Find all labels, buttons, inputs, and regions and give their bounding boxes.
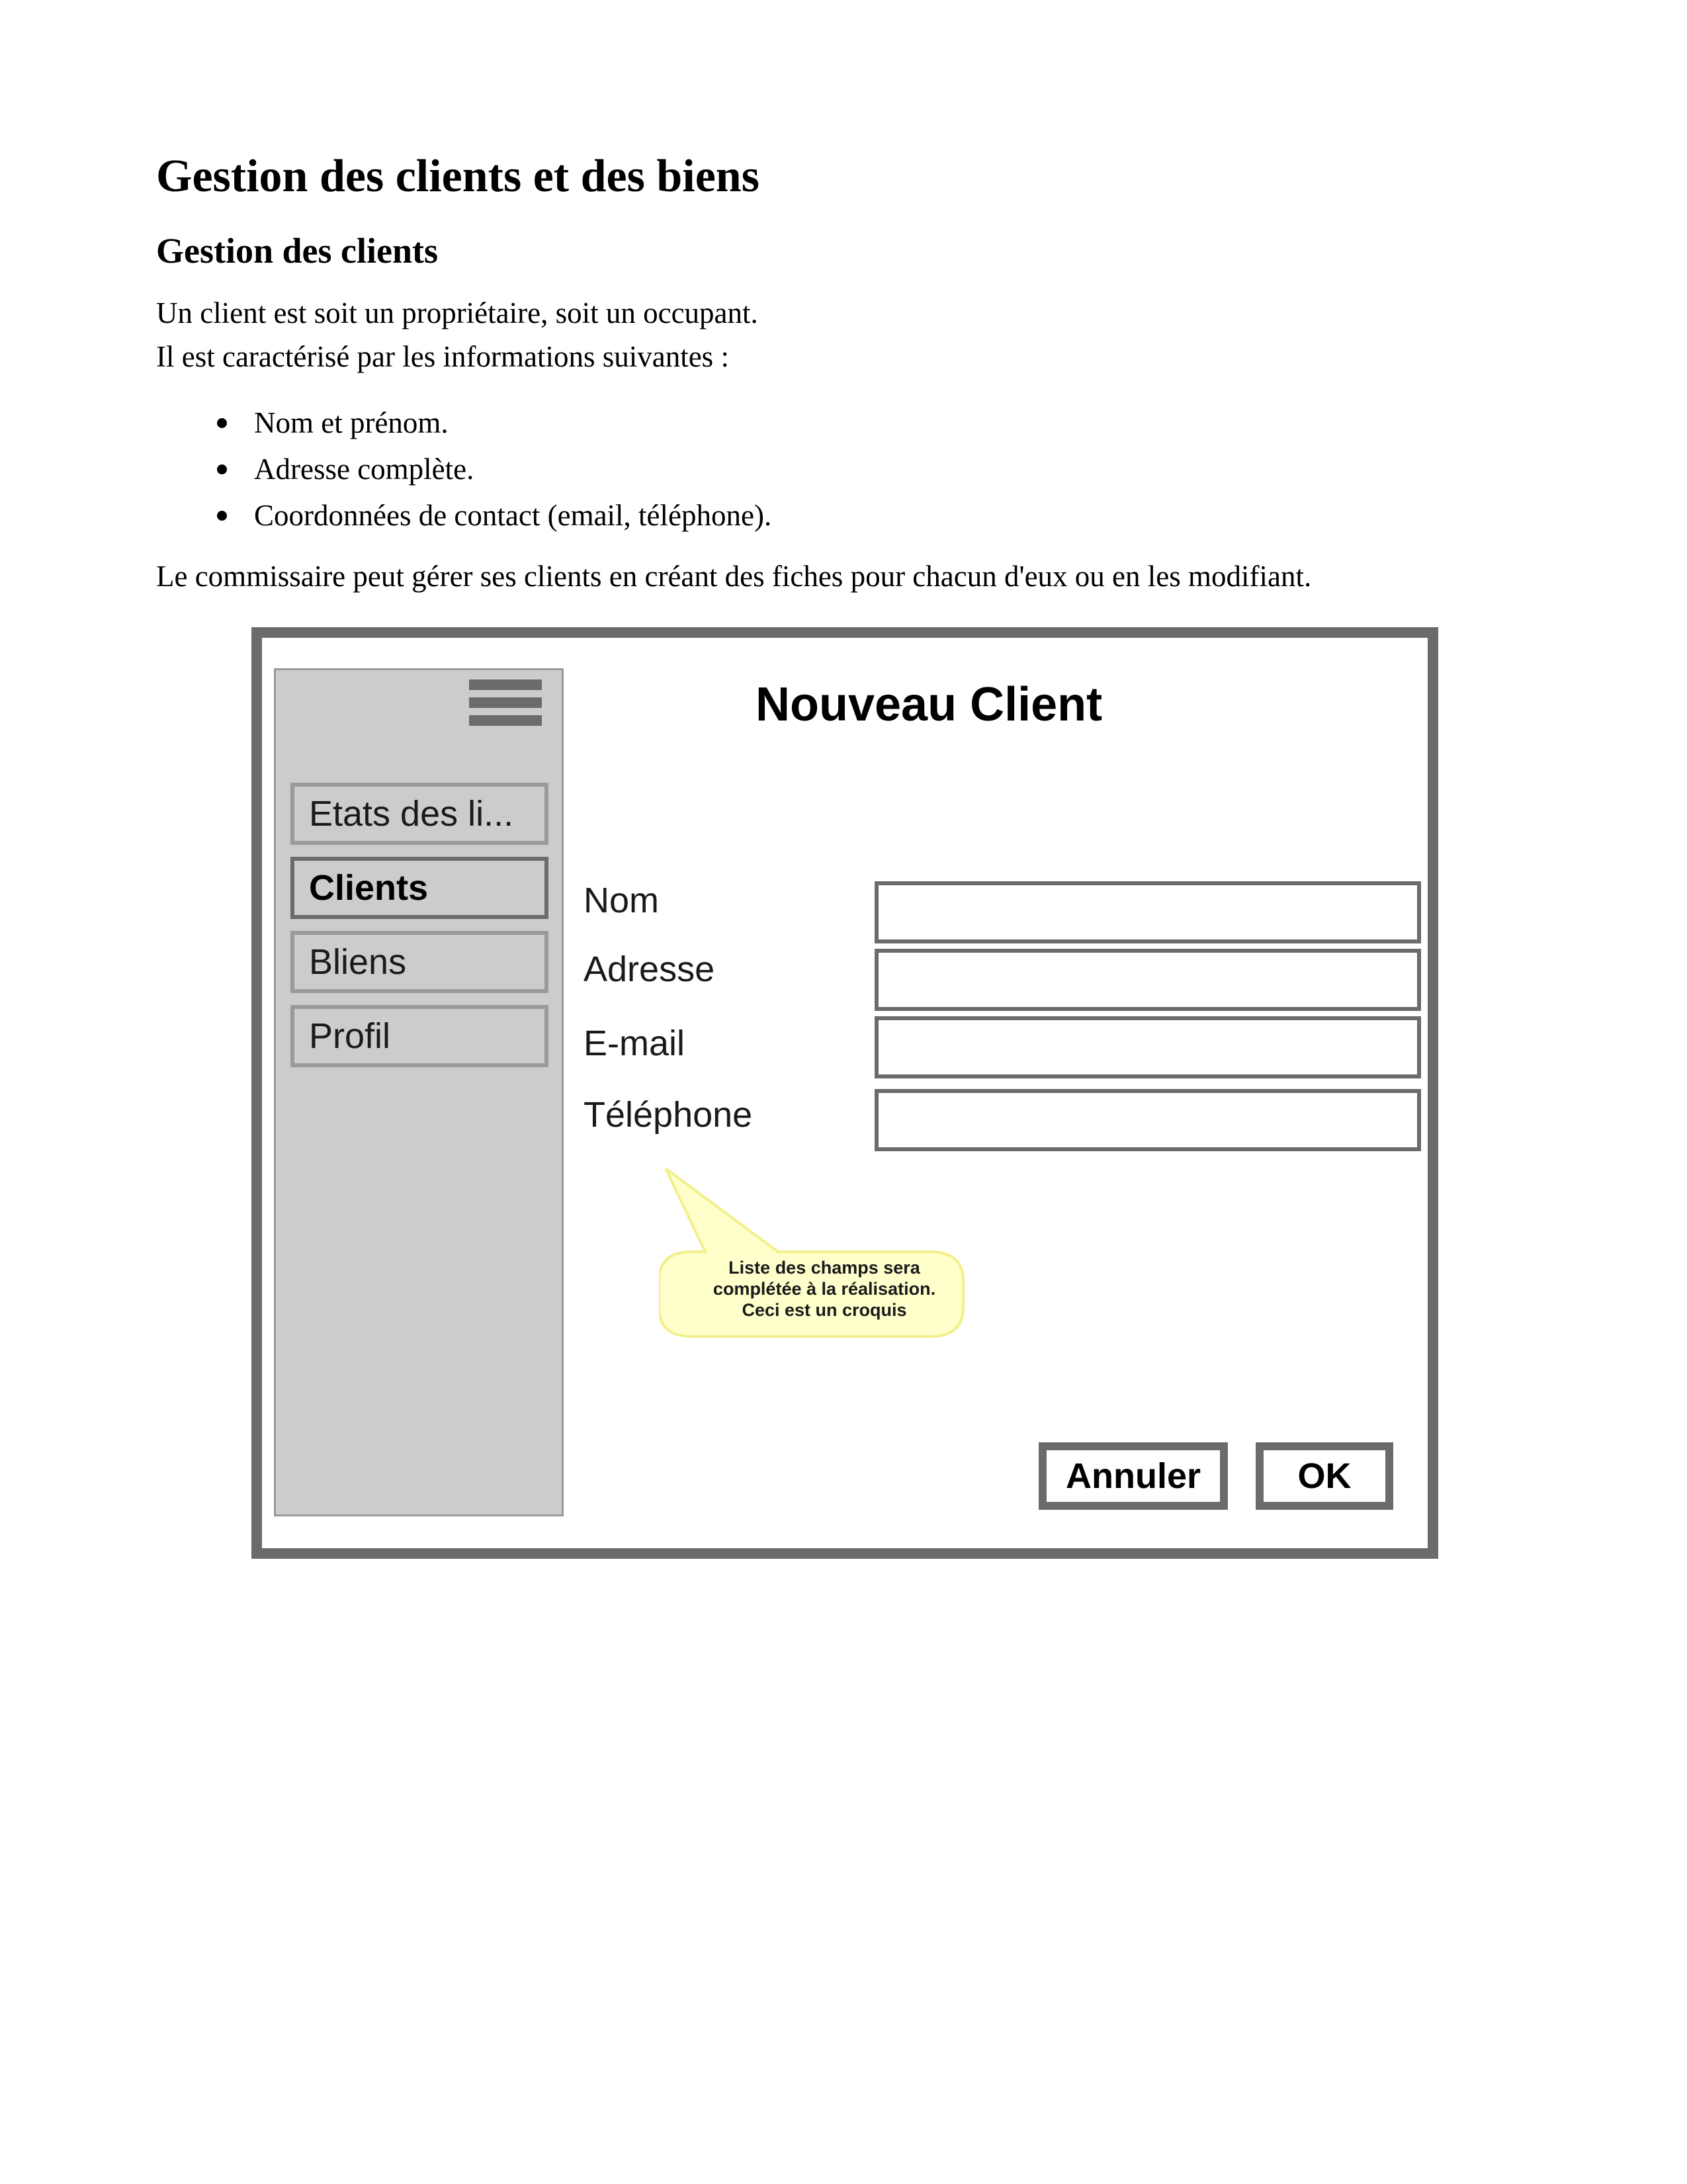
adresse-label: Adresse xyxy=(584,949,715,989)
form-title: Nouveau Client xyxy=(756,678,1103,731)
list-item: Adresse complète. xyxy=(156,446,771,492)
closing-paragraph: Le commissaire peut gérer ses clients en créant des fiches pour chacun d'eux ou en les modifiant. xyxy=(156,560,1312,593)
menu-bar xyxy=(469,679,542,690)
ok-button[interactable]: OK xyxy=(1256,1442,1393,1510)
adresse-input[interactable] xyxy=(875,949,1421,1011)
sidebar-item-biens[interactable]: Bliens xyxy=(290,931,548,993)
new-client-mockup xyxy=(251,627,1438,1559)
telephone-label: Téléphone xyxy=(584,1095,753,1135)
telephone-input[interactable] xyxy=(875,1089,1421,1151)
intro-line-1: Un client est soit un propriétaire, soit un occupant. xyxy=(156,296,758,329)
intro-paragraph xyxy=(156,291,758,378)
callout-line-2: complétée à la réalisation. xyxy=(713,1279,936,1299)
intro-line-2: Il est caractérisé par les informations suivantes : xyxy=(156,340,729,373)
email-input[interactable] xyxy=(875,1016,1421,1078)
section-title: Gestion des clients xyxy=(156,231,438,271)
list-item: Nom et prénom. xyxy=(156,400,771,446)
menu-bar xyxy=(469,715,542,726)
client-info-list xyxy=(156,400,771,539)
sidebar-item-etats[interactable]: Etats des li... xyxy=(290,783,548,845)
sidebar-item-profil[interactable]: Profil xyxy=(290,1005,548,1067)
cancel-button[interactable]: Annuler xyxy=(1039,1442,1228,1510)
sidebar-nav xyxy=(290,783,548,1079)
sidebar-item-clients[interactable]: Clients xyxy=(290,857,548,919)
nom-input[interactable] xyxy=(875,881,1421,943)
callout-line-3: Ceci est un croquis xyxy=(742,1300,907,1320)
callout-text xyxy=(672,1257,976,1321)
sidebar xyxy=(274,668,564,1516)
list-item: Coordonnées de contact (email, téléphone). xyxy=(156,492,771,539)
document-title: Gestion des clients et des biens xyxy=(156,151,759,202)
callout-line-1: Liste des champs sera xyxy=(728,1258,920,1278)
menu-bar xyxy=(469,697,542,708)
nom-label: Nom xyxy=(584,881,660,920)
hamburger-menu-icon[interactable] xyxy=(469,679,542,726)
email-label: E-mail xyxy=(584,1024,685,1063)
